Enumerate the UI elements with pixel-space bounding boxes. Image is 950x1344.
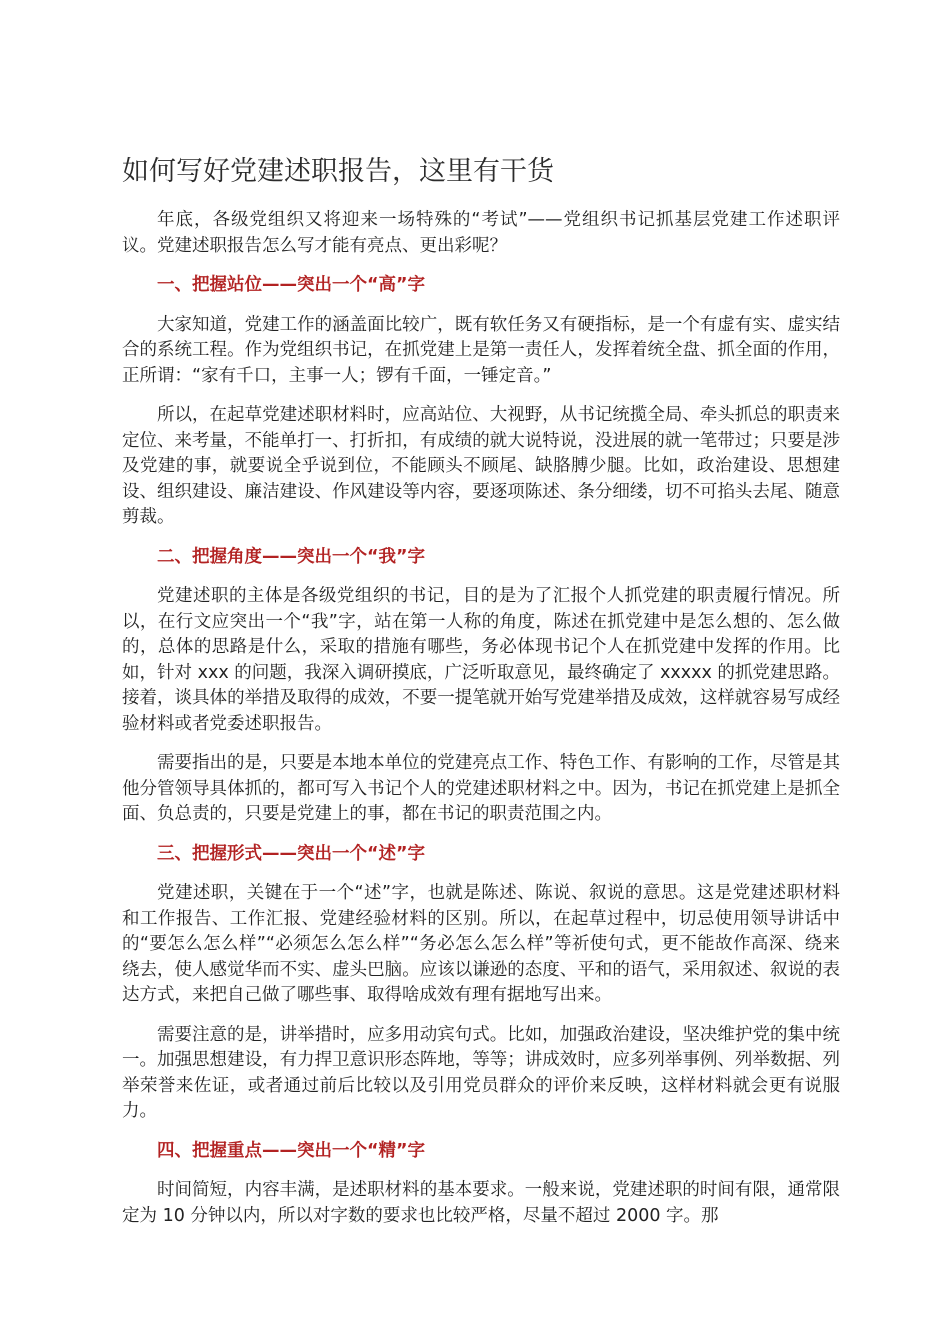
document-title: 如何写好党建述职报告，这里有干货	[122, 156, 554, 187]
body-paragraph: 时间简短，内容丰满，是述职材料的基本要求。一般来说，党建述职的时间有限，通常限定为 10 分钟以内，所以对字数的要求也比较严格，尽量不超过 2000 字。那	[122, 1180, 840, 1226]
section-heading-1: 一、把握站位——突出一个“高”字	[157, 275, 426, 295]
intro-paragraph: 年底，各级党组织又将迎来一场特殊的“考试”——党组织书记抓基层党建工作述职评议。党建述职报告怎么写才能有亮点、更出彩呢？	[122, 210, 840, 256]
body-paragraph: 需要指出的是，只要是本地本单位的党建亮点工作、特色工作、有影响的工作，尽管是其他分管领导具体抓的，都可写入书记个人的党建述职材料之中。因为，书记在抓党建上是抓全面、负总责的，只要是党建上的事，都在书记的职责范围之内。	[122, 753, 840, 824]
section-heading-3: 三、把握形式——突出一个“述”字	[157, 843, 426, 864]
body-paragraph: 需要注意的是，讲举措时，应多用动宾句式。比如，加强政治建设，坚决维护党的集中统一。加强思想建设，有力捍卫意识形态阵地，等等；讲成效时，应多列举事例、列举数据、列举荣誉来佐证，或者通过前后比较以及引用党员群众的评价来反映，这样材料就会更有说服力。	[122, 1024, 840, 1121]
section-heading-4: 四、把握重点——突出一个“精”字	[157, 1140, 426, 1161]
body-paragraph: 党建述职的主体是各级党组织的书记，目的是为了汇报个人抓党建的职责履行情况。所以，在行文应突出一个“我”字，站在第一人称的角度，陈述在抓党建中是怎么想的、怎么做的，总体的思路是什么，采取的措施有哪些，务必体现书记个人在抓党建中发挥的作用。比如，针对 xxx 的问题，我深入调研摸底，广泛听取意见，最终确定了 xxxxx 的抓党建思路。接着，谈具体的举措及取得的成效，不要一提笔就开始写党建举措及成效，这样就容易写成经验材料或者党委述职报告。	[122, 586, 840, 734]
section-heading-2: 二、把握角度——突出一个“我”字	[157, 546, 426, 567]
body-paragraph: 大家知道，党建工作的涵盖面比较广，既有软任务又有硬指标，是一个有虚有实、虚实结合的系统工程。作为党组织书记，在抓党建上是第一责任人，发挥着统全盘、抓全面的作用，正所谓：“家有千口，主事一人；锣有千面，一锤定音。”	[122, 314, 840, 386]
document-body	[122, 208, 840, 1243]
body-paragraph: 党建述职，关键在于一个“述”字，也就是陈述、陈说、叙说的意思。这是党建述职材料和工作报告、工作汇报、党建经验材料的区别。所以，在起草过程中，切忌使用领导讲话中的“要怎么怎么样”“必须怎么怎么样”“务必怎么怎么样”等祈使句式，更不能故作高深、绕来绕去，使人感觉华而不实、虚头巴脑。应该以谦逊的态度、平和的语气，采用叙述、叙说的表达方式，来把自己做了哪些事、取得啥成效有理有据地写出来。	[122, 883, 840, 1005]
body-paragraph: 所以，在起草党建述职材料时，应高站位、大视野，从书记统揽全局、牵头抓总的职责来定位、来考量，不能单打一、打折扣，有成绩的就大说特说，没进展的就一笔带过；只要是涉及党建的事，就要说全乎说到位，不能顾头不顾尾、缺胳膊少腿。比如，政治建设、思想建设、组织建设、廉洁建设、作风建设等内容，要逐项陈述、条分细缕，切不可掐头去尾、随意剪裁。	[122, 405, 840, 527]
